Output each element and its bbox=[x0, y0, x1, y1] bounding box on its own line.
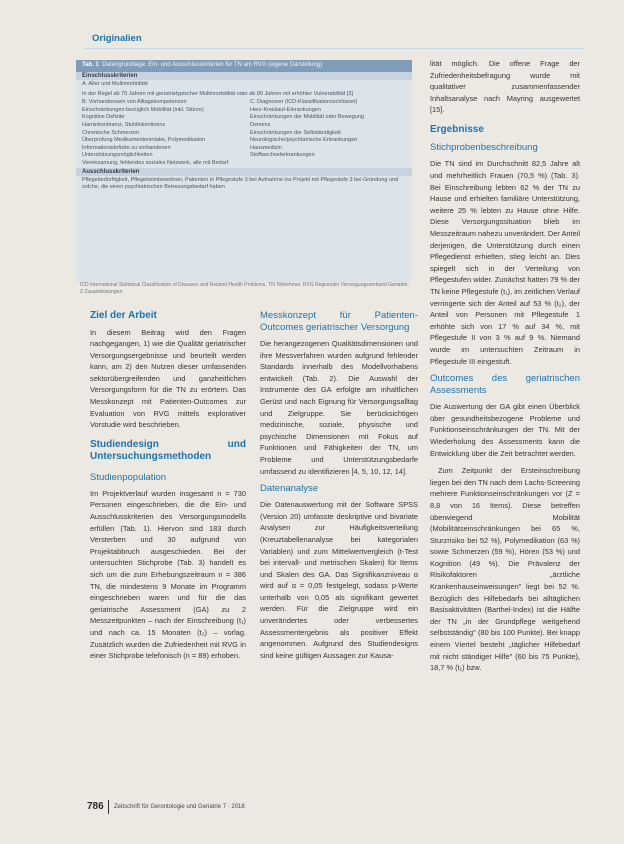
paragraph-outcomes: Die Auswertung der GA gibt einen Überblick über gesundheitsbezogene Probleme und Funktionseinschränkungen der TN. Mit der Wiederholung des Assessments kann die Entwicklung über die Zeit betrachtet werden. bbox=[430, 402, 580, 458]
table-footnote: ICD International Statistical Classification of Diseases and Related Health Problems, TN Teilnehmer, RVG Regionaler Versorgungsverbund Geriatrie, Z Zusatzleistungen bbox=[80, 282, 409, 295]
table-right-column bbox=[244, 99, 412, 167]
paragraph-continued: lität möglich. Die offene Frage der Zufriedenheitsbefragung wurde mit qualitativer zusammenfassender Inhaltsanalyse nach Mayring ausgewertet [15]. bbox=[430, 59, 580, 115]
heading-ergebnisse: Ergebnisse bbox=[430, 123, 484, 135]
paragraph-datenanalyse: Die Datenauswertung mit der Software SPSS (Version 20) umfasste deskriptive und bivariate Analysen zur Häufigkeitsverteilung (Kreuztabellenanalyse bei kategorialen Variablen) und zum Mittelwertvergleich (t-Test bei intervall- und metrischen Skalen) für Items und Skalen des GA. Das Signifikanzniveau α wird auf α = 0,05 festgelegt, sodass p-Werte unterhalb von 0,05 als signifikant gewertet werden. Für die Zielgruppe wird ein unverändertes oder verbessertes Assessmentergebnis als positiver Effekt angenommen. Aufgrund des Studiendesigns sind keine gültigen Aussagen zur Kausa- bbox=[260, 500, 418, 660]
journal-name: Zeitschrift für Gerontologie und Geriatrie 7 · 2018 bbox=[114, 804, 245, 810]
table-cell: Neurologische/psychiatrische Erkrankungen bbox=[250, 137, 358, 144]
table-cell: C. Diagnosen (ICD-Klassifikationsschlüssel) bbox=[250, 99, 358, 106]
table-cell: Kognitive Defizite bbox=[82, 114, 125, 121]
table-inclusion-heading: Einschlusskriterien bbox=[76, 72, 412, 80]
table-title bbox=[76, 60, 412, 72]
table-caption: Datengrundlage: Ein- und Ausschlusskriterien für TN am RVG (eigene Darstellung) bbox=[102, 62, 323, 68]
paragraph-ziel: In diesem Beitrag wird den Fragen nachgegangen, 1) wie die Qualität geriatrischer Versorgungsergebnisse und beurteilt werden kann, am 2) den Nutzen dieser umfassenden sektorübergreifenden und ganzheitlichen Versorgungsform für die TN zu erörtern. Das Messkonzept mit Patienten-Outcomes zur Evaluation von RVG mittels explorativer Vorstudie wird beschrieben. bbox=[90, 327, 246, 430]
table-cell: Einschränkungen bezüglich Mobilität (inkl. Stürze) bbox=[82, 106, 204, 113]
right-column bbox=[430, 58, 580, 674]
footer-divider bbox=[108, 800, 109, 814]
paragraph-outcomes-2: Zum Zeitpunkt der Ersteinschreibung liegen bei den TN nach dem Lachs-Screening mehrere Funktionseinschränkungen vor (Z = 8,8 von 16 Items). Diese betreffen überwiegend Mobilität (Mobilitätseinschränkungen bei 65 %, Sturzrisiko bei 52 %), Polymedikation (63 %) sowie Schmerzen (59 %), Hören (53 %) und Kognition (49 %). Die Prävalenz der Risikofaktoren „ärztliche Krankenhauseinweisungen" liegt bei 52 %. Bezüglich des Hilfebedarfs bei alltäglichen Basisaktivitäten (Barthel-Index) ist die Hälfte der TN „in der Grundpflege weitgehend selbstständig" (80 bis 100 Punkte). Bei knapp einem Viertel besteht „täglicher Hilfebedarf mit nicht ständiger Hilfe" (60 bis 75 Punkte), 18,7 % (t₁) bzw. bbox=[430, 466, 580, 673]
heading-population: Studienpopulation bbox=[90, 471, 167, 483]
table-exclusion-heading: Ausschlusskriterien bbox=[76, 168, 412, 176]
table-cell: Hausmedizin bbox=[250, 144, 282, 151]
paragraph-stichprobe: Die TN sind im Durchschnitt 82,5 Jahre alt und mehrheitlich Frauen (70,5 %) (Tab. 3). Bei Einschreibung lebten 62 % der TN zu Hause und erhielten familiäre Unterstützung, weitere 25 % lebten zu Hause ohne Hilfe. Diese Versorgungssituation blieb im Messzeitraum nahezu unverändert. Der Anteil derjenigen, die Unterstützung durch einen Pflegedienst erhielten, stieg leicht an. Dies spiegelt sich in der Verteilung von Pflegestufen wider. Zunächst hatten 79 % der TN keine Pflegestufe (t₁), im zeitlichen Verlauf verringerte sich der Anteil auf 53 % (t₂), der Anteil von Personen mit Pflegestufe 1 erhöhte sich von 17 % auf 34 %, mit Pflegestufe II von 3 % auf 9 %. Niemand wurde im untersuchten Zeitraum in Pflegestufe III eingestuft. bbox=[430, 159, 580, 366]
header-rule bbox=[84, 48, 584, 49]
table-inclusion-a-text: In der Regel ab 70 Jahren mit geriatrietypischer Multimorbidität oder ab 80 Jahren mit erhöhter Vulnerabilität [3] bbox=[82, 90, 353, 97]
heading-messkonzept: Messkonzept für Patienten-Outcomes geriatrischer Versorgung bbox=[260, 310, 418, 333]
paragraph-population: Im Projektverlauf wurden insgesamt n = 730 Personen eingeschrieben, die die Ein- und Ausschlusskriterien des Versorgungsmodells erfüllen (Tab. 1). Hiervon sind 183 durch Versterben und 30 aufgrund von Projektabbruch ausgeschieden. Bei der untersuchten Stichprobe (Tab. 3) handelt es sich um die zum Erhebungszeitraum n = 386 TN, die mindestens 9 Monate im Programm eingeschrieben waren und für die das geriatrische Assessment (GA) zu 2 Messzeitpunkten – nach der Einschreibung (t₁) und nach ca. 15 Monaten (t₂) – vorlag. Zusätzlich wurden die Zufriedenheit mit RVG in einer Stichprobe telefonisch (n = 89) erhoben. bbox=[90, 488, 246, 661]
section-label: Originalien bbox=[92, 33, 142, 44]
paragraph-messkonzept: Die herangezogenen Qualitätsdimensionen und ihre Messverfahren wurden aufgrund fehlender Standards innerhalb des Modellvorhabens entwickelt (Tab. 2). Die Auswahl der Instrumente des GA erfolgte am inhaltlichen Gerüst und nach Eignung für Versorgungsalltag und Zielgruppe. Sie berücksichtigen medizinische, soziale, physische und psychische Dimensionen mit Fokus auf Funktionen und Fähigkeiten der TN, um Probleme und Unterstützungsbedarfe umfassend zu identifizieren [4, 5, 10, 12, 14]. bbox=[260, 339, 418, 476]
table-cell: Informationsdefizite zu vorhandenen Unterstützungsmöglichkeiten bbox=[82, 144, 171, 159]
heading-outcomes: Outcomes des geriatrischen Assessments bbox=[430, 373, 580, 397]
table-cell: Harninkontinenz, Stuhlinkontinenz bbox=[82, 121, 166, 128]
table-inclusion-a-label: A. Alter und Multimorbidität bbox=[82, 81, 148, 87]
left-column bbox=[90, 310, 246, 668]
table-number: Tab. 1 bbox=[82, 62, 99, 68]
middle-column bbox=[260, 310, 418, 667]
table-inclusion-b-label: B. Vorhandensein von Alltagskompetenzen bbox=[82, 99, 187, 106]
heading-stichprobe: Stichprobenbeschreibung bbox=[430, 142, 538, 154]
table-1 bbox=[76, 60, 412, 282]
heading-ziel: Ziel der Arbeit bbox=[90, 310, 157, 321]
table-cell: Überprüfung Medikamentenintake, Polymedikation bbox=[82, 137, 206, 144]
table-cell: Chronische Schmerzen bbox=[82, 129, 140, 136]
table-cell: Stoffwechselerkrankungen bbox=[250, 152, 315, 159]
heading-datenanalyse: Datenanalyse bbox=[260, 483, 319, 495]
table-cell: Demenz bbox=[250, 121, 271, 128]
table-exclusion-text: Pflegebedürftigkeit, Pflegeheimbewohner, Patienten in Pflegestufe 3 bei Aufnahme ins Projekt mit Pflegestufe 3 bei Gründung und solche, die einen psychiatrischen Betreuungsbedarf haben bbox=[82, 176, 399, 191]
table-criteria-columns bbox=[76, 99, 412, 167]
table-cell: Einschränkungen der Mobilität oder Bewegung bbox=[250, 114, 365, 121]
table-left-column bbox=[76, 99, 244, 167]
table-cell: Herz-Kreislauf-Erkrankungen bbox=[250, 106, 321, 113]
page-number: 786 bbox=[87, 801, 104, 812]
heading-studiendesign: Studiendesign und Untersuchungsmethoden bbox=[90, 438, 246, 463]
table-cell: Vereinsamung, fehlendes soziales Netzwerk, alle mit Bedarf bbox=[82, 159, 229, 166]
table-cell: Einschränkungen der Selbständigkeit bbox=[250, 129, 341, 136]
